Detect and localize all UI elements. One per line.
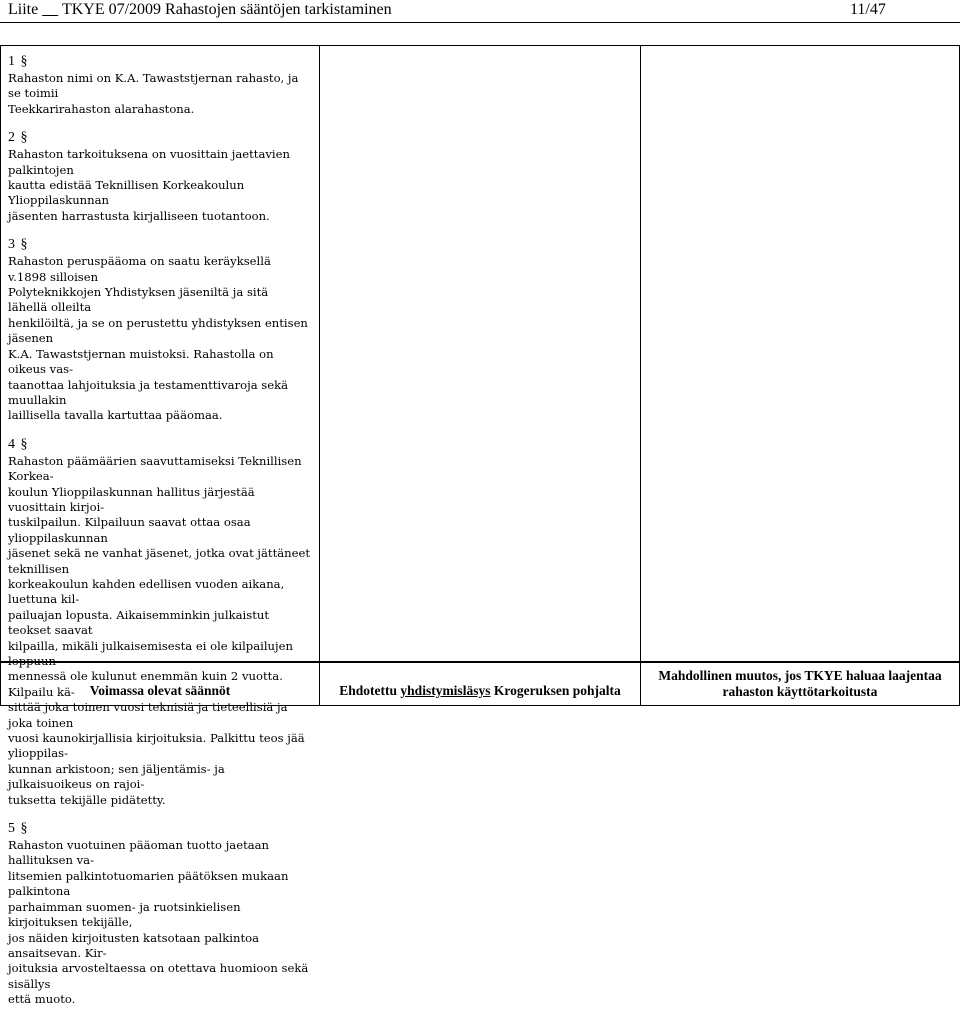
page-number: 11/47: [850, 1, 886, 18]
header-rule: [0, 22, 960, 23]
rules-text: [8, 53, 310, 1020]
footer-possible-change: [640, 662, 960, 706]
footer-proposed-rules: [319, 662, 641, 706]
header-title: TKYE 07/2009 Rahastojen sääntöjen tarkistaminen: [61, 1, 392, 18]
section-body: Rahaston peruspääoma on saatu keräyksellä v.1898 silloisen Polyteknikkojen Yhdistyksen jäseniltä ja sitä lähellä olleilta henkilöiltä, ja se on perustettu yhdistyksen entisen jäsenen K.A. Tawaststjernan muistoksi. Rahastolla on oikeus vas- taanottaa lahjoituksia ja testamenttivaroja sekä muullakin laillisella tavalla kartuttaa pääomaa.: [8, 254, 308, 423]
section-4: [8, 436, 310, 808]
footer-current-rules: [0, 662, 320, 706]
section-number: 3 §: [8, 237, 28, 253]
column-proposed-rules: [319, 45, 641, 662]
section-number: 2 §: [8, 130, 28, 146]
footer-label: Mahdollinen muutos, jos TKYE haluaa laajentaa rahaston käyttötarkoitusta: [658, 668, 942, 699]
footer-label: Voimassa olevat säännöt: [89, 683, 231, 698]
header-title-line: [8, 0, 392, 20]
section-3: [8, 236, 310, 423]
header-underline-gap: [42, 1, 58, 18]
section-body: Rahaston vuotuinen pääoman tuotto jaetaan hallituksen va- litsemien palkintotuomarien päätöksen mukaan palkintona parhaimman suomen- ja ruotsinkielisen kirjoituksen tekijälle, jos näiden kirjoitusten katsotaan palkintoa ansaitsevan. Kir- joituksia arvosteltaessa on otettava huomioon sekä sisällys että muoto.: [8, 838, 309, 1007]
section-2: [8, 129, 310, 224]
section-body: Rahaston nimi on K.A. Tawaststjernan rahasto, ja se toimii Teekkarirahaston alarahastona.: [8, 71, 299, 116]
section-1: [8, 53, 310, 117]
section-body: Rahaston tarkoituksena on vuosittain jaettavien palkintojen kautta edistää Teknillisen Korkeakoulun Ylioppilaskunnan jäsenten harrastusta kirjalliseen tuotantoon.: [8, 147, 290, 223]
section-body: Rahaston päämäärien saavuttamiseksi Teknillisen Korkea- koulun Ylioppilaskunnan hallitus järjestää vuosittain kirjoi- tuskilpailun. Kilpailuun saavat ottaa osaa ylioppilaskunnan jäsenet sekä ne vanhat jäsenet, jotka ovat jättäneet teknillisen korkeakoulun kahden edellisen vuoden aikana, luettuna kil- pailuajan lopusta. Aikaisemminkin julkaistut teokset saavat kilpailla, mikäli julkaisemisesta ei ole kilpailujen loppuun mennessä ole kulunut enemmän kuin 2 vuotta. Kilpailu kä- sittää joka toinen vuosi teknisiä ja tieteellisiä ja joka toinen vuosi kaunokirjallisia kirjoituksia. Palkittu teos jää ylioppilas- kunnan arkistoon; sen jäljentämis- ja julkaisuoikeus on rajoi- tuksetta tekijälle pidätetty.: [8, 453, 310, 807]
section-number: 1 §: [8, 54, 28, 69]
section-number: 5 §: [8, 821, 28, 837]
section-5: [8, 820, 310, 1007]
page-header: [0, 0, 960, 24]
footer-label: Ehdotettu yhdistymisläsys Krogeruksen pohjalta: [339, 683, 621, 698]
header-prefix: Liite: [8, 1, 39, 18]
column-possible-change: [640, 45, 960, 662]
section-number: 4 §: [8, 436, 28, 452]
